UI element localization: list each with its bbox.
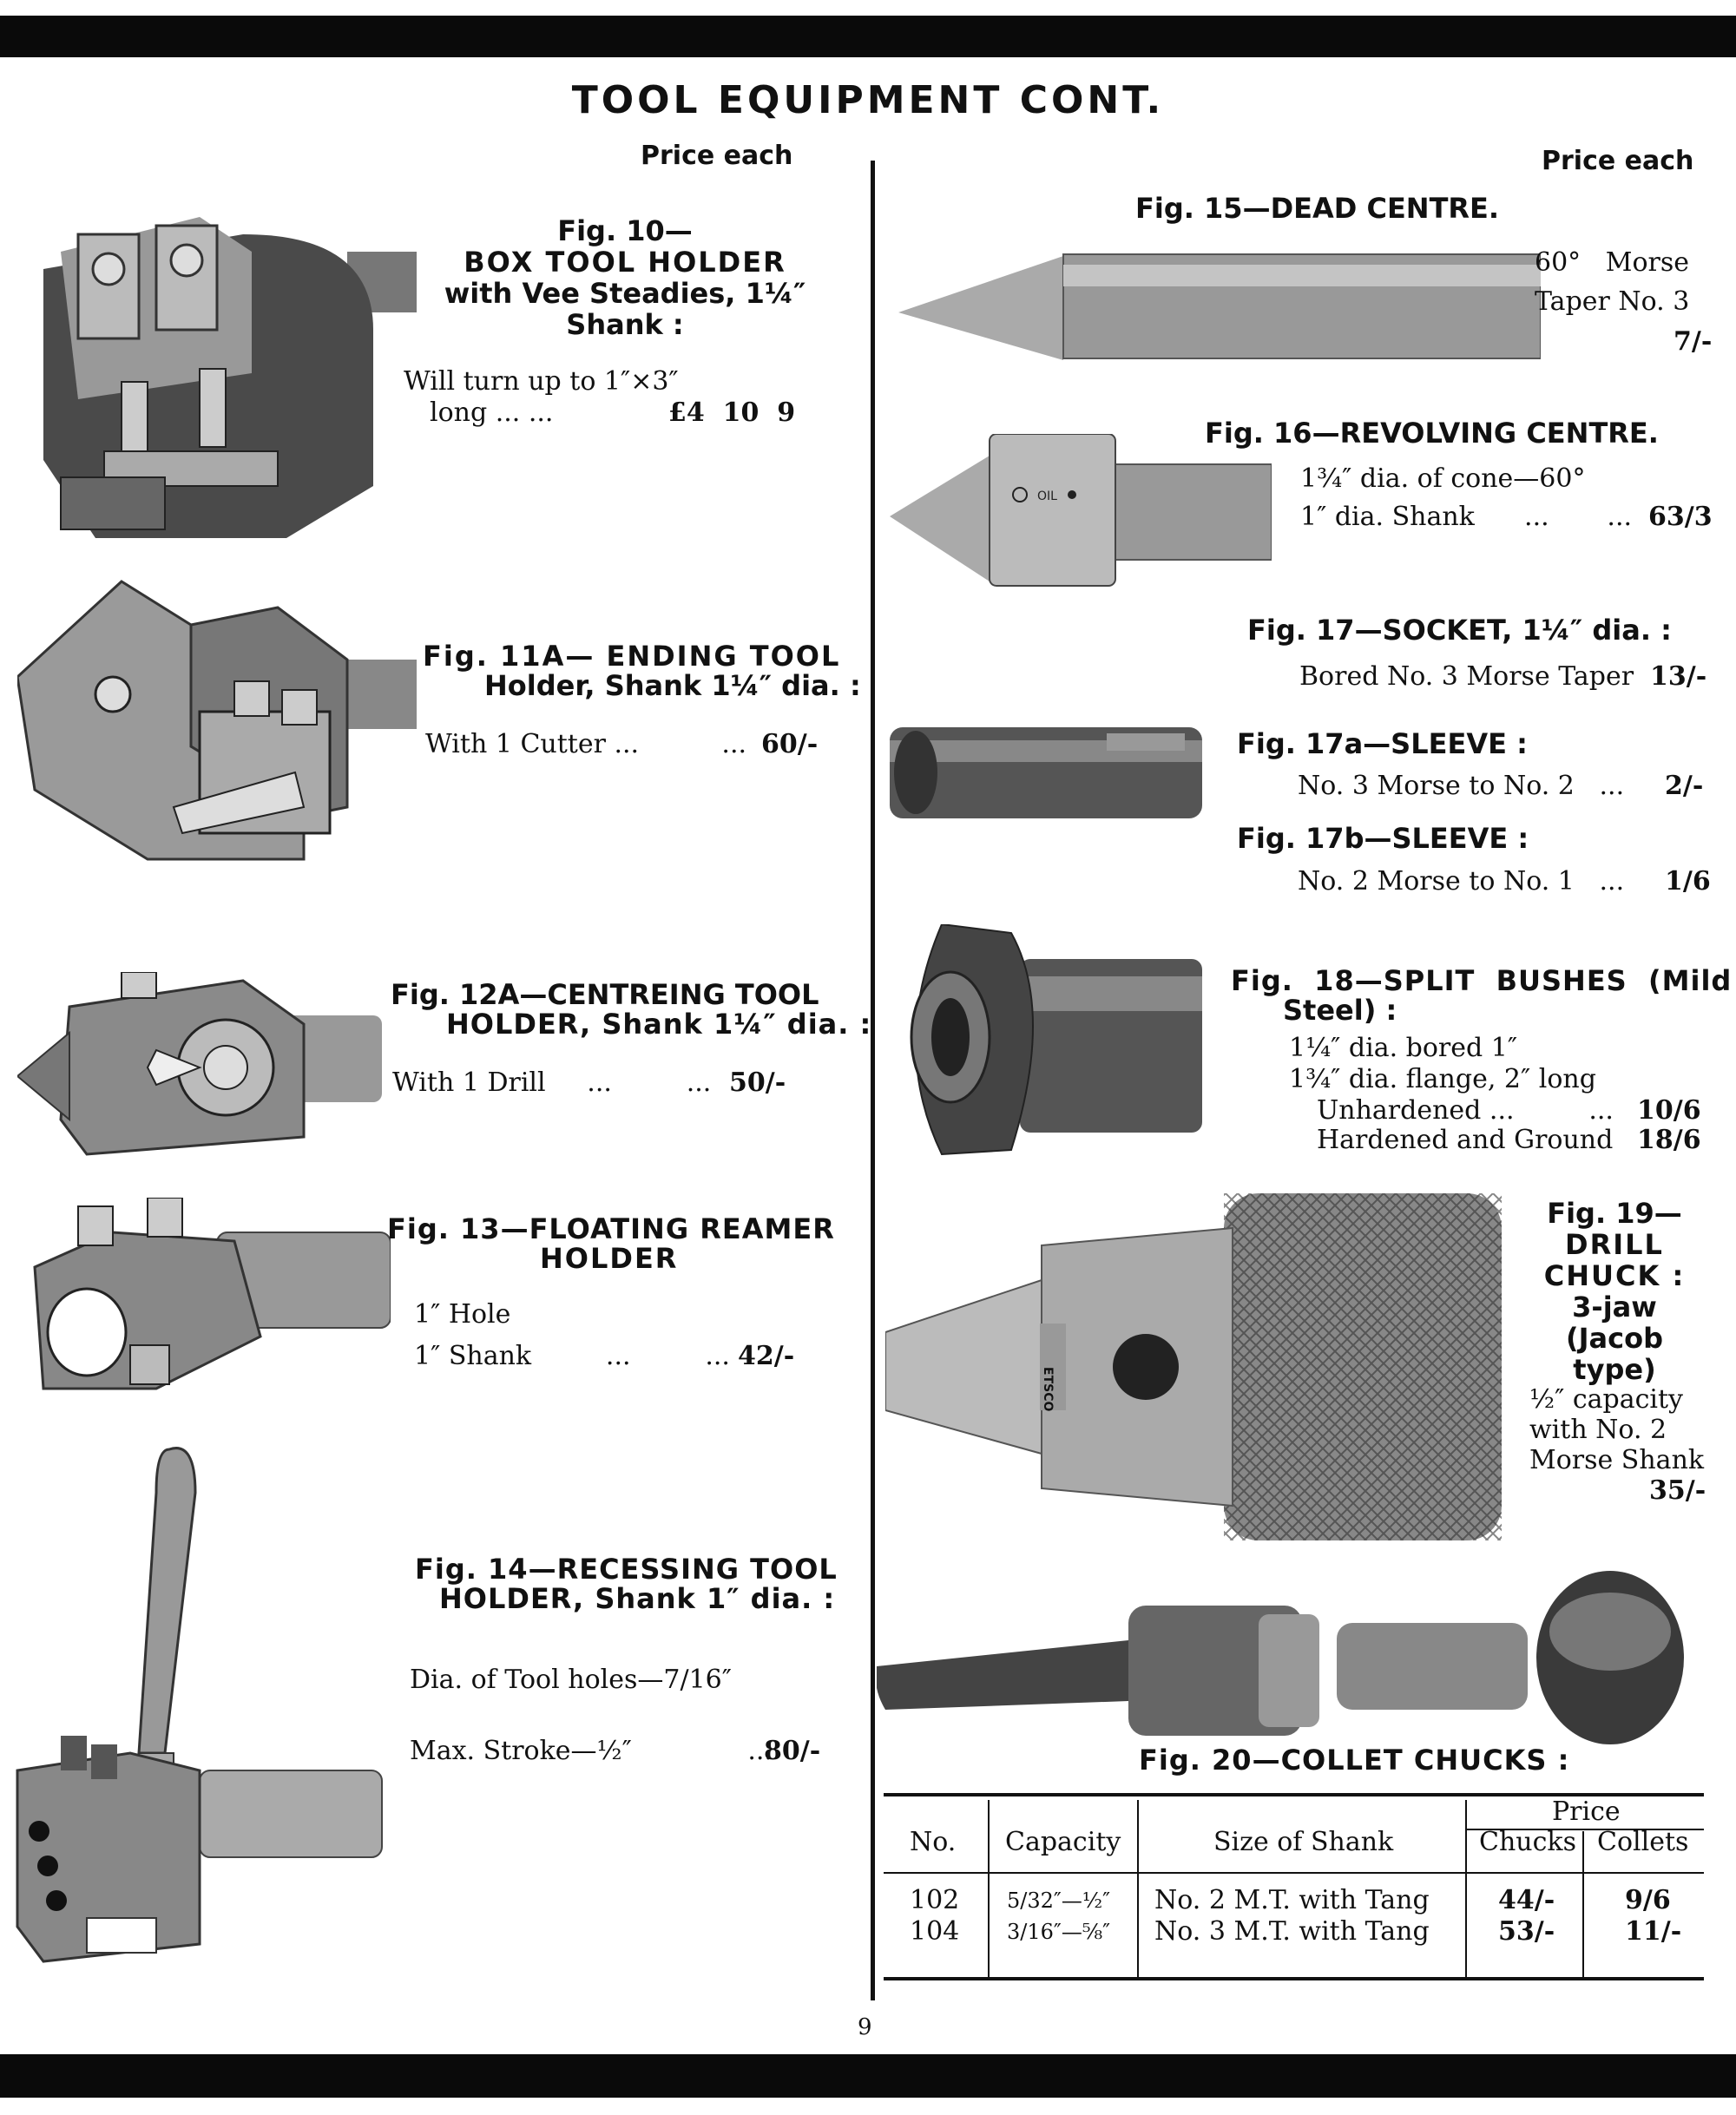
table-row-102-capacity: 5/32″—½″ <box>1007 1888 1111 1913</box>
floating-reamer-holder-image <box>17 1198 391 1415</box>
fig13-desc1: 1″ Hole <box>414 1299 511 1330</box>
fig19-desc1: ½″ capacity <box>1529 1384 1683 1415</box>
fig17a-heading: Fig. 17a—SLEEVE : <box>1237 727 1528 760</box>
table-row-102-collets: 9/6 <box>1625 1885 1671 1915</box>
fig17-price: 13/- <box>1650 661 1707 692</box>
table-row-104-capacity: 3/16″—⅝″ <box>1007 1920 1111 1944</box>
fig19-heading <box>1523 1198 1706 1385</box>
fig13-price: 42/- <box>738 1341 795 1371</box>
price-header-left: Price each <box>641 141 793 171</box>
table-row-102-no: 102 <box>910 1885 960 1915</box>
table-col-divider <box>1465 1800 1467 1977</box>
drill-chuck-image <box>885 1193 1510 1540</box>
fig19-type2: (Jacob type) <box>1566 1322 1663 1386</box>
fig18-desc4: Hardened and Ground <box>1317 1125 1614 1155</box>
box-tool-holder-image <box>26 200 417 547</box>
price-header-right: Price each <box>1542 146 1694 176</box>
fig13-heading-line2: HOLDER <box>540 1242 679 1275</box>
split-bush-image <box>890 924 1202 1159</box>
fig20-heading: Fig. 20—COLLET CHUCKS : <box>1139 1744 1570 1777</box>
fig18-price2: 18/6 <box>1637 1125 1701 1155</box>
centreing-tool-holder-image <box>17 972 382 1163</box>
fig10-title: BOX TOOL HOLDER <box>464 246 786 279</box>
fig19-desc2: with No. 2 <box>1529 1415 1667 1445</box>
fig14-desc1: Dia. of Tool holes—7/16″ <box>410 1665 732 1695</box>
fig15-heading: Fig. 15—DEAD CENTRE. <box>1135 192 1500 225</box>
table-header-chucks: Chucks <box>1479 1827 1576 1857</box>
bottom-black-bar <box>0 2054 1736 2098</box>
revolving-centre-image <box>890 434 1272 590</box>
fig18-price1: 10/6 <box>1637 1095 1701 1126</box>
fig14-heading-line1: Fig. 14—RECESSING TOOL <box>415 1553 838 1586</box>
table-header-no: No. <box>910 1827 957 1857</box>
table-row-102-shank: No. 2 M.T. with Tang <box>1154 1885 1430 1915</box>
fig18-desc3: Unhardened ... ... <box>1317 1095 1614 1126</box>
top-black-bar <box>0 16 1736 57</box>
fig11a-heading-line2: Holder, Shank 1¼″ dia. : <box>484 669 861 702</box>
table-row-104-no: 104 <box>910 1916 960 1947</box>
recessing-tool-holder-image <box>9 1441 391 1970</box>
column-divider <box>871 161 875 2000</box>
fig14-desc2: Max. Stroke—½″ ... <box>410 1736 773 1766</box>
fig17a-desc: No. 3 Morse to No. 2 ... <box>1298 771 1625 801</box>
fig15-desc1: 60° Morse <box>1535 247 1690 278</box>
fig17b-price: 1/6 <box>1665 866 1711 897</box>
fig16-desc2: 1″ dia. Shank ... ... <box>1300 502 1633 532</box>
table-col-divider <box>988 1800 990 1977</box>
fig19-label: Fig. 19— <box>1547 1197 1682 1230</box>
fig10-desc1: Will turn up to 1″×3″ <box>404 366 679 397</box>
fig19-title2: CHUCK : <box>1543 1259 1686 1292</box>
fig17b-heading: Fig. 17b—SLEEVE : <box>1237 822 1529 855</box>
fig16-price: 63/3 <box>1648 502 1713 532</box>
fig12a-heading-line2: HOLDER, Shank 1¼″ dia. : <box>446 1008 872 1041</box>
table-header-shank: Size of Shank <box>1213 1827 1394 1857</box>
fig12a-desc: With 1 Drill ... ... <box>392 1067 712 1098</box>
page-title: TOOL EQUIPMENT CONT. <box>571 78 1165 122</box>
fig19-price: 35/- <box>1649 1475 1706 1506</box>
table-header-capacity: Capacity <box>1005 1827 1121 1857</box>
fig19-title1: DRILL <box>1565 1228 1664 1261</box>
page-number: 9 <box>858 2014 872 2040</box>
table-header-price: Price <box>1552 1796 1621 1827</box>
fig17b-desc: No. 2 Morse to No. 1 ... <box>1298 866 1625 897</box>
oil-label: OIL <box>1037 489 1057 503</box>
table-row-104-chucks: 53/- <box>1498 1916 1555 1947</box>
fig13-heading-line1: Fig. 13—FLOATING REAMER <box>387 1212 835 1245</box>
dead-centre-image <box>898 247 1541 360</box>
fig18-heading-line2: Steel) : <box>1283 994 1397 1027</box>
fig10-price: £4 10 9 <box>668 397 796 428</box>
fig15-desc2: Taper No. 3 <box>1535 286 1690 317</box>
fig14-heading-line2: HOLDER, Shank 1″ dia. : <box>439 1582 836 1615</box>
table-col-divider <box>1582 1831 1584 1977</box>
fig11a-heading-line1: Fig. 11A— ENDING TOOL <box>423 640 841 673</box>
fig11a-price: 60/- <box>761 729 819 759</box>
fig15-price: 7/- <box>1674 326 1713 357</box>
fig17-desc: Bored No. 3 Morse Taper <box>1299 661 1634 692</box>
ending-tool-holder-image <box>17 573 417 868</box>
table-col-divider <box>1137 1800 1139 1977</box>
fig19-desc3: Morse Shank <box>1529 1445 1705 1475</box>
fig14-price: 80/- <box>764 1736 821 1766</box>
table-row-104-collets: 11/- <box>1625 1916 1682 1947</box>
fig18-heading-line1: Fig. 18—SPLIT BUSHES (Mild <box>1231 964 1733 997</box>
fig17a-price: 2/- <box>1665 771 1704 801</box>
fig19-type1: 3-jaw <box>1572 1291 1657 1324</box>
socket-sleeve-image <box>890 723 1202 823</box>
collet-chuck-parts-image <box>877 1571 1684 1744</box>
fig13-desc2: 1″ Shank ... ... <box>414 1341 730 1371</box>
table-bottom-rule <box>884 1977 1704 1980</box>
fig10-label: Fig. 10— <box>557 214 693 247</box>
fig16-heading: Fig. 16—REVOLVING CENTRE. <box>1205 417 1659 450</box>
table-row-104-shank: No. 3 M.T. with Tang <box>1154 1916 1430 1947</box>
fig10-heading <box>408 215 842 340</box>
fig17-heading: Fig. 17—SOCKET, 1¼″ dia. : <box>1247 614 1672 647</box>
etsco-brand-label: ETSCO <box>1041 1367 1055 1412</box>
fig10-desc2: long ... ... <box>430 397 554 428</box>
table-row-102-chucks: 44/- <box>1498 1885 1555 1915</box>
fig12a-price: 50/- <box>729 1067 786 1098</box>
fig18-desc1: 1¼″ dia. bored 1″ <box>1289 1033 1518 1063</box>
fig18-desc2: 1¾″ dia. flange, 2″ long <box>1289 1064 1596 1094</box>
fig10-subtitle: with Vee Steadies, 1¼″ Shank : <box>444 277 806 341</box>
table-header-collets: Collets <box>1597 1827 1689 1857</box>
fig12a-heading-line1: Fig. 12A—CENTREING TOOL <box>391 978 819 1011</box>
table-header-rule <box>884 1872 1704 1874</box>
fig16-desc1: 1¾″ dia. of cone—60° <box>1300 463 1586 494</box>
fig11a-desc: With 1 Cutter ... ... <box>425 729 747 759</box>
